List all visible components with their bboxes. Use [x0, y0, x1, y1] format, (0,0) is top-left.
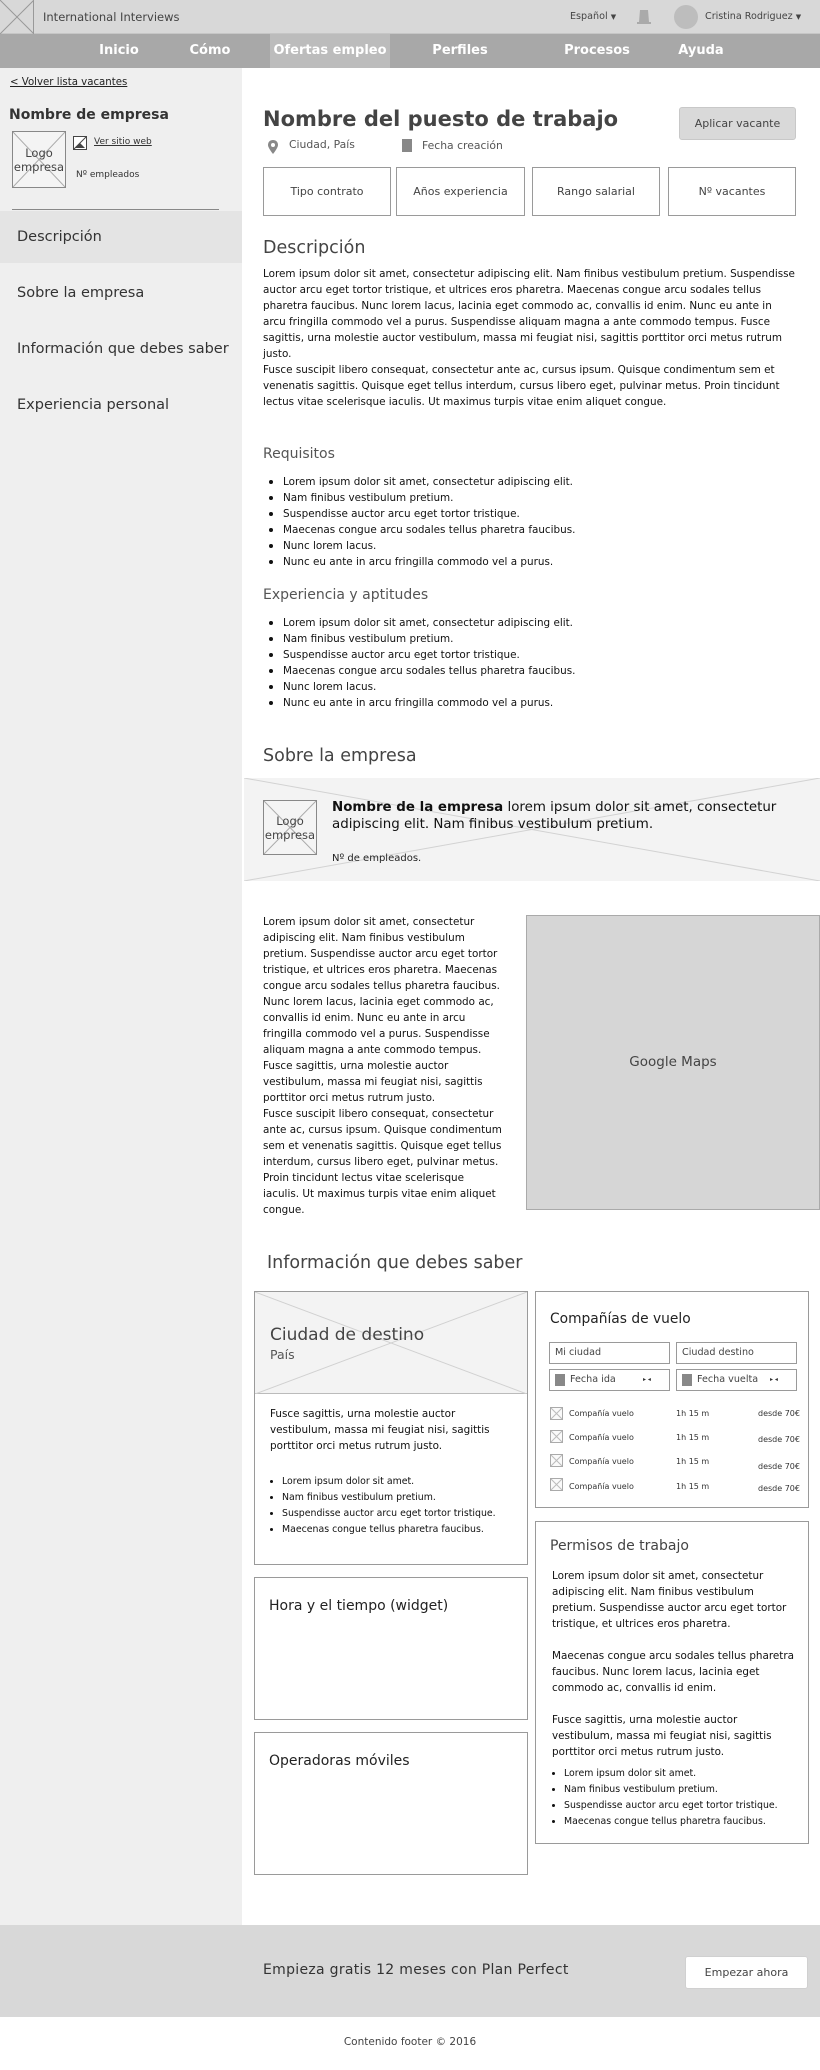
tag-tipo-contrato: Tipo contrato [263, 167, 391, 216]
apply-button[interactable]: Aplicar vacante [679, 107, 796, 140]
description-heading: Descripción [263, 238, 366, 258]
list-item: Nam finibus vestibulum pretium. [263, 631, 796, 647]
company-logo [12, 131, 66, 188]
list-item: Nam finibus vestibulum pretium. [266, 1490, 521, 1506]
airline-logo-icon [550, 1430, 563, 1443]
website-link[interactable]: Ver sitio web [94, 137, 152, 147]
nav-ayuda[interactable]: Ayuda [678, 43, 724, 58]
nav-ofertas-empleo[interactable]: Ofertas empleo [270, 34, 390, 68]
city-title: Ciudad de destino [270, 1325, 425, 1345]
mobile-title: Operadoras móviles [269, 1753, 410, 1769]
city-country: País [270, 1347, 295, 1362]
stepper-icon[interactable]: ▸ ◂ [770, 1376, 778, 1383]
flight-price: desde 70€ [758, 1435, 800, 1444]
permits-list [548, 1766, 803, 1830]
destination-input[interactable]: Ciudad destino [676, 1342, 797, 1364]
mobile-operators-card [254, 1732, 528, 1875]
permits-p3: Fusce sagittis, urna molestie auctor vestibulum, massa mi feugiat nisi, sagittis porttitor orci metus rutrum justo. [552, 1714, 772, 1758]
list-item: Lorem ipsum dolor sit amet. [548, 1766, 803, 1782]
about-p2: Fusce suscipit libero consequat, consectetur ante ac, cursus ipsum. Quisque condimentum sem et venenatis sagittis. Quisque eget tellus interdum, cursus libero eget, pulvinar metus. Proin tincidunt lectus vitae scelerisque iaculis. Ut maximus turpis vitae enim aliquet congue. [263, 1108, 502, 1216]
nav-como-funciona[interactable]: Cómo [189, 43, 231, 58]
list-item: Nunc lorem lacus. [263, 538, 796, 554]
language-selector[interactable] [570, 11, 616, 22]
airline-name: Compañía vuelo [569, 1433, 634, 1442]
weather-title: Hora y el tiempo (widget) [269, 1598, 449, 1614]
logo-text: Logo empresa [13, 145, 65, 174]
calendar-icon [555, 1374, 565, 1386]
calendar-icon [682, 1374, 692, 1386]
return-date-input[interactable] [676, 1369, 797, 1391]
about-company-name: Nombre de la empresa [332, 800, 504, 815]
sidebar-item-experiencia[interactable]: Experiencia personal [17, 397, 170, 413]
city-text: Fusce sagittis, urna molestie auctor vestibulum, massa mi feugiat nisi, sagittis porttitor orci metus rutrum justo. [270, 1408, 490, 1452]
list-item: Lorem ipsum dolor sit amet, consectetur adipiscing elit. [263, 615, 796, 631]
user-name: Cristina Rodriguez [705, 11, 793, 22]
top-bar [0, 0, 820, 34]
list-item: Nunc eu ante in arcu fringilla commodo vel a purus. [263, 554, 796, 570]
nav-inicio[interactable]: Inicio [99, 43, 139, 58]
list-item: Maecenas congue tellus pharetra faucibus. [548, 1814, 803, 1830]
tag-anos-experiencia: Años experiencia [396, 167, 525, 216]
about-employees: Nº de empleados. [332, 853, 422, 864]
info-heading: Información que debes saber [267, 1253, 523, 1273]
app-title: International Interviews [43, 10, 180, 24]
sidebar-item-informacion[interactable]: Información que debes saber [17, 341, 229, 357]
back-link[interactable]: < Volver lista vacantes [10, 77, 128, 88]
about-summary [332, 799, 782, 833]
list-item: Maecenas congue arcu sodales tellus pharetra faucibus. [263, 522, 796, 538]
flights-title: Compañías de vuelo [550, 1311, 691, 1327]
location-icon [268, 140, 278, 154]
sidebar-item-sobre-empresa[interactable]: Sobre la empresa [17, 285, 145, 301]
airline-name: Compañía vuelo [569, 1409, 634, 1418]
flight-duration: 1h 15 m [676, 1482, 710, 1491]
permits-title: Permisos de trabajo [550, 1538, 689, 1554]
description-p1: Lorem ipsum dolor sit amet, consectetur adipiscing elit. Nam finibus vestibulum pretium. Suspendisse auctor arcu eget tortor tristique, et ultrices eros pharetra. Maecenas congue arcu sodales tellus pharetra faucibus. Nunc lorem lacus, lacinia eget commodo ac, convallis id enim. Nunc eu ante in arcu fringilla commodo vel a purus. Suspendisse aliquam magna a ante commodo tempus. Fusce sagittis, urna molestie auctor vestibulum, massa mi feugiat nisi, sagittis porttitor orci metus rutrum justo. [263, 268, 795, 360]
airline-logo-icon [550, 1454, 563, 1467]
language-label: Español [570, 11, 608, 22]
list-item: Nunc lorem lacus. [263, 679, 796, 695]
flight-duration: 1h 15 m [676, 1457, 710, 1466]
tag-rango-salarial: Rango salarial [532, 167, 660, 216]
list-item: Lorem ipsum dolor sit amet, consectetur adipiscing elit. [263, 474, 796, 490]
airline-logo-icon [550, 1478, 563, 1491]
about-p1: Lorem ipsum dolor sit amet, consectetur adipiscing elit. Nam finibus vestibulum pretium. Suspendisse auctor arcu eget tortor tristique, et ultrices eros pharetra. Maecenas congue arcu sodales tellus pharetra faucibus. Nunc lorem lacus, lacinia eget commodo ac, convallis id enim. Nunc eu ante in arcu fringilla commodo vel a purus. Suspendisse aliquam magna a ante commodo tempus. Fusce sagittis, urna molestie auctor vestibulum, massa mi feugiat nisi, sagittis porttitor orci metus rutrum justo. [263, 916, 500, 1104]
list-item: Suspendisse auctor arcu eget tortor tristique. [548, 1798, 803, 1814]
chevron-down-icon: ▼ [610, 13, 617, 21]
about-summary-text: lorem ipsum dolor sit amet, consectetur adipiscing elit. Nam finibus vestibulum pretium. [332, 800, 777, 832]
employee-count: Nº empleados [76, 170, 140, 180]
calendar-icon [402, 139, 412, 152]
nav-procesos-abiertos[interactable]: Procesos abiertos [564, 43, 630, 92]
city-list [266, 1474, 521, 1538]
city-image [255, 1292, 527, 1394]
permits-p2: Maecenas congue arcu sodales tellus pharetra faucibus. Nunc lorem lacus, lacinia eget commodo ac, convallis id enim. [552, 1650, 795, 1694]
logo-text: Logo empresa [264, 813, 316, 842]
cta-button[interactable]: Empezar ahora [685, 1956, 808, 1989]
company-name: Nombre de empresa [9, 107, 169, 123]
footer-text: Contenido footer © 2016 [343, 2036, 477, 2048]
list-item: Maecenas congue tellus pharetra faucibus. [266, 1522, 521, 1538]
weather-widget [254, 1577, 528, 1720]
departure-date-label: Fecha ida [570, 1374, 616, 1385]
flight-duration: 1h 15 m [676, 1409, 710, 1418]
job-location: Ciudad, País [289, 138, 355, 151]
chevron-down-icon: ▼ [795, 13, 802, 21]
requirements-heading: Requisitos [263, 446, 335, 462]
requirements-list [263, 474, 796, 570]
job-date: Fecha creación [422, 139, 503, 152]
permits-p1: Lorem ipsum dolor sit amet, consectetur adipiscing elit. Nam finibus vestibulum pretium. Suspendisse auctor arcu eget tortor tristique, et ultrices eros pharetra. [552, 1570, 787, 1630]
city-card [254, 1291, 528, 1565]
user-menu[interactable] [705, 11, 801, 22]
work-permits-card [535, 1521, 809, 1844]
nav-perfiles-candidatos[interactable]: Perfiles candidatos [419, 43, 501, 92]
description-p2: Fusce suscipit libero consequat, consectetur ante ac, cursus ipsum. Quisque condimentum sem et venenatis sagittis. Quisque eget tellus interdum, cursus libero eget, pulvinar metus. Proin tincidunt lectus vitae scelerisque iaculis. Ut maximus turpis vitae enim aliquet congue. [263, 364, 780, 408]
job-title: Nombre del puesto de trabajo [263, 107, 619, 131]
list-item: Nunc eu ante in arcu fringilla commodo vel a purus. [263, 695, 796, 711]
experience-list [263, 615, 796, 711]
experience-heading: Experiencia y aptitudes [263, 587, 429, 603]
airline-name: Compañía vuelo [569, 1457, 634, 1466]
list-item: Suspendisse auctor arcu eget tortor tristique. [263, 647, 796, 663]
airline-logo-icon [550, 1407, 563, 1420]
departure-date-input[interactable] [549, 1369, 670, 1391]
tag-vacantes: Nº vacantes [668, 167, 796, 216]
list-item: Suspendisse auctor arcu eget tortor tristique. [266, 1506, 521, 1522]
notification-icon[interactable] [636, 7, 652, 27]
avatar[interactable] [674, 5, 698, 29]
flights-card [535, 1291, 809, 1508]
google-map[interactable]: Google Maps [526, 915, 820, 1210]
origin-input[interactable]: Mi ciudad [549, 1342, 670, 1364]
flight-price: desde 70€ [758, 1484, 800, 1493]
flight-price: desde 70€ [758, 1409, 800, 1418]
flight-results [536, 1404, 808, 1504]
image-icon [73, 136, 87, 150]
divider [12, 209, 219, 210]
stepper-icon[interactable]: ▸ ◂ [643, 1376, 651, 1383]
list-item: Nam finibus vestibulum pretium. [263, 490, 796, 506]
flight-price: desde 70€ [758, 1462, 800, 1471]
list-item: Lorem ipsum dolor sit amet. [266, 1474, 521, 1490]
sidebar-item-descripcion[interactable]: Descripción [0, 211, 242, 263]
sidebar [0, 68, 242, 1925]
airline-name: Compañía vuelo [569, 1482, 634, 1491]
about-company-logo [263, 800, 317, 855]
cta-text: Empieza gratis 12 meses con Plan Perfect [263, 1962, 569, 1978]
cta-banner [0, 1925, 820, 2017]
about-heading: Sobre la empresa [263, 746, 417, 766]
app-logo[interactable] [0, 0, 34, 34]
list-item: Nam finibus vestibulum pretium. [548, 1782, 803, 1798]
return-date-label: Fecha vuelta [697, 1374, 759, 1385]
flight-duration: 1h 15 m [676, 1433, 710, 1442]
list-item: Maecenas congue arcu sodales tellus pharetra faucibus. [263, 663, 796, 679]
list-item: Suspendisse auctor arcu eget tortor tristique. [263, 506, 796, 522]
